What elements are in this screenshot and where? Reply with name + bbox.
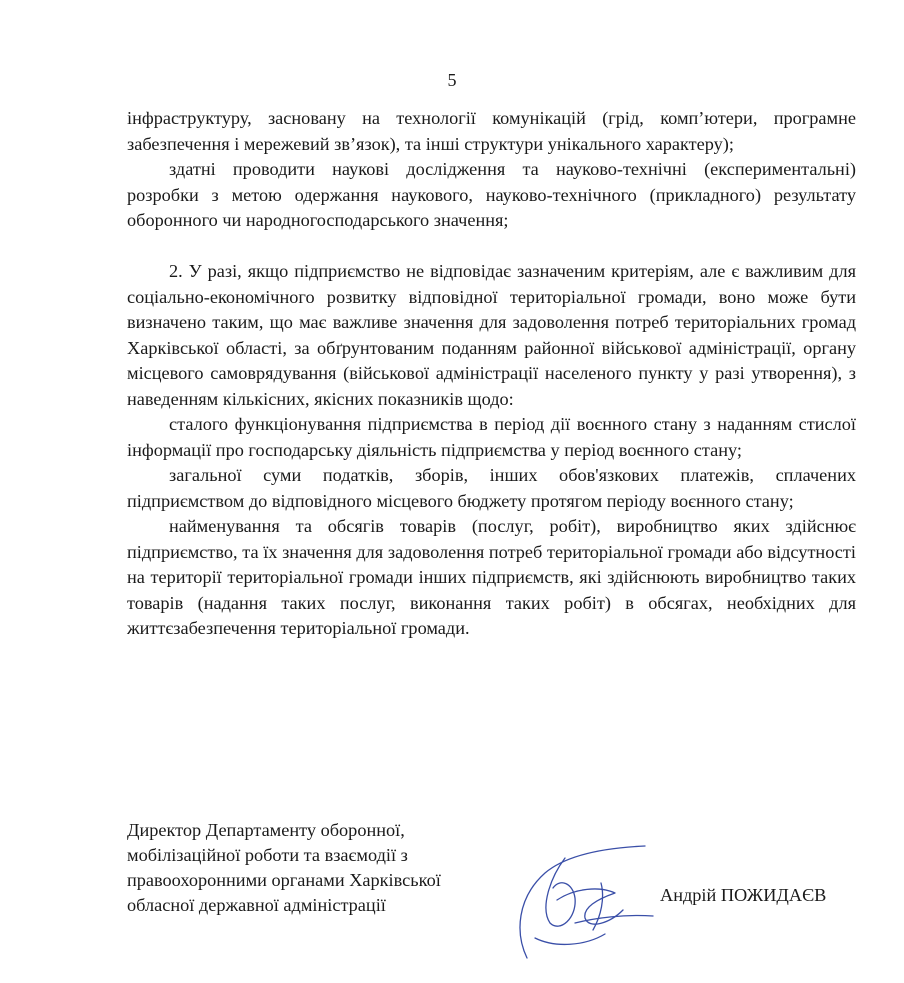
page-number: 5 <box>447 70 457 90</box>
signatory-title <box>127 818 441 918</box>
paragraph: загальної суми податків, зборів, інших обов'язкових платежів, сплачених підприємством до відповідного місцевого бюджету протягом періоду воєнного стану; <box>127 465 856 511</box>
paragraph: 2. У разі, якщо підприємство не відповідає зазначеним критеріям, але є важливим для соціально-економічного розвитку відповідної територіальної громади, воно може бути визначено таким, що має важливе значення для задоволення потреб територіальних громад Харківської області, за обґрунтованим поданням районної військової адміністрації, органу місцевого самоврядування (військової адміністрації населеного пункту у разі утворення), з наведенням кількісних, якісних показників щодо: <box>127 261 856 409</box>
signatory-title-line: мобілізаційної роботи та взаємодії з <box>127 845 408 865</box>
paragraph: інфраструктуру, засновану на технології комунікацій (грід, комп’ютери, програмне забезпечення і мережевий зв’язок), та інші структури унікального характеру); <box>127 108 856 154</box>
paragraph: сталого функціонування підприємства в період дії воєнного стану з наданням стислої інформації про господарську діяльність підприємства у період воєнного стану; <box>127 414 856 460</box>
signatory-title-line: правоохоронними органами Харківської <box>127 870 441 890</box>
signer-name: Андрій ПОЖИДАЄВ <box>660 885 827 905</box>
paragraph: найменування та обсягів товарів (послуг, робіт), виробництво яких здійснює підприємство, та їх значення для задоволення потреб територіальної громади або відсутності на території територіальної громади інших підприємств, які здійснюють виробництво таких товарів (надання таких послуг, виконання таких робіт) в обсягах, необхідних для життєзабезпечення територіальної громади. <box>127 516 856 638</box>
document-body <box>127 106 856 642</box>
handwritten-signature-icon <box>505 838 655 968</box>
paragraph: здатні проводити наукові дослідження та науково-технічні (експериментальні) розробки з метою одержання наукового, науково-технічного (прикладного) результату оборонного чи народногосподарського значення; <box>127 159 856 230</box>
signatory-title-line: Директор Департаменту оборонної, <box>127 820 405 840</box>
signatory-title-line: обласної державної адміністрації <box>127 895 386 915</box>
